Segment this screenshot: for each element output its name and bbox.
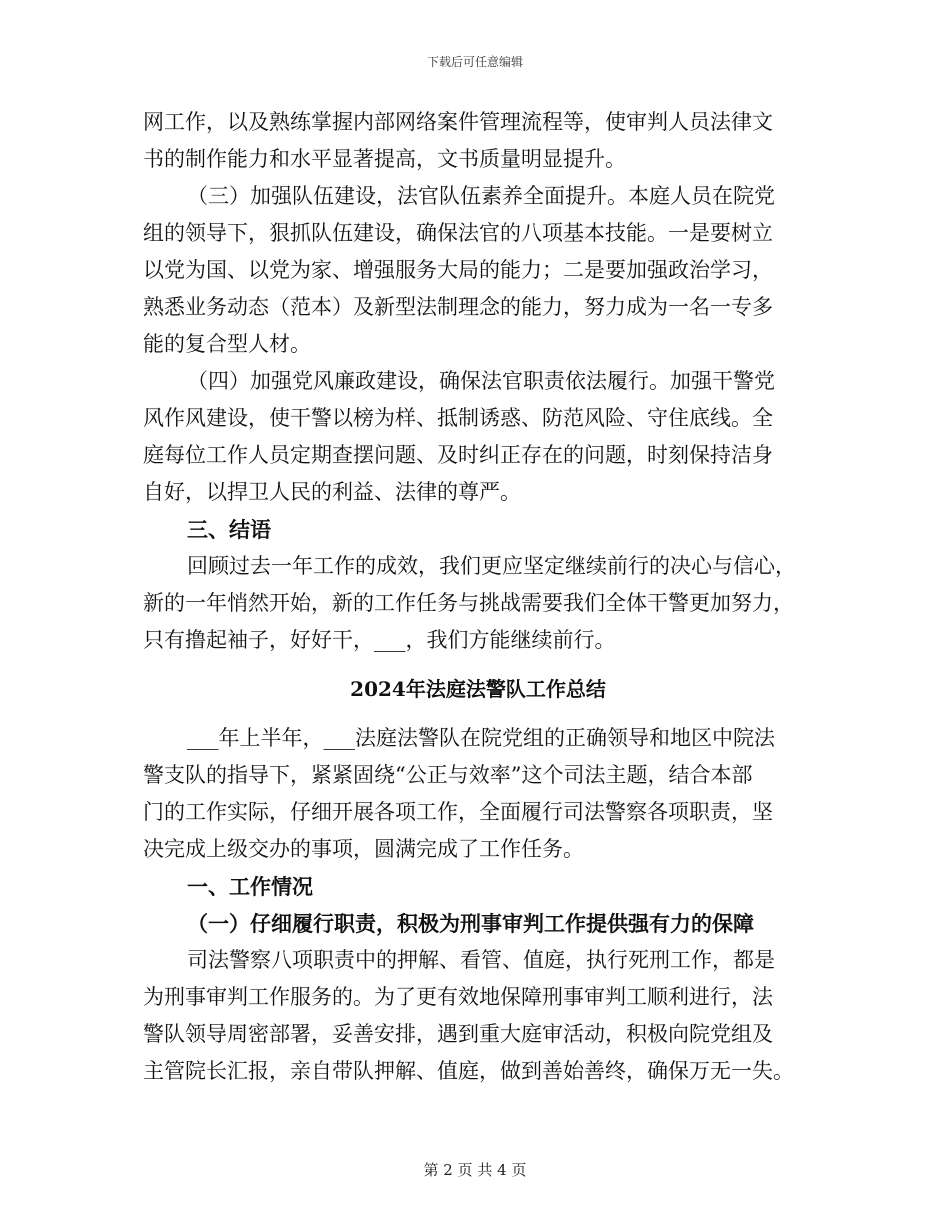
body-line: 熟悉业务动态（范本）及新型法制理念的能力，努力成为一名一专多 bbox=[143, 295, 773, 319]
section-heading: 一、工作情况 bbox=[187, 874, 313, 899]
document-body bbox=[143, 104, 813, 1090]
page-number: 第 2 页 共 4 页 bbox=[423, 1161, 527, 1179]
body-line: 书的制作能力和水平显著提高，文书质量明显提升。 bbox=[143, 147, 626, 171]
body-line: 庭每位工作人员定期查摆问题、及时纠正存在的问题，时刻保持洁身 bbox=[143, 443, 773, 467]
body-line: 网工作，以及熟练掌握内部网络案件管理流程等，使审判人员法律文 bbox=[143, 110, 773, 134]
body-line: （三）加强队伍建设，法官队伍素养全面提升。本庭人员在院党 bbox=[187, 184, 775, 208]
subsection-heading: （一）仔细履行职责，积极为刑事审判工作提供强有力的保障 bbox=[187, 911, 754, 936]
body-line: 能的复合型人材。 bbox=[143, 332, 311, 356]
body-line: 回顾过去一年工作的成效，我们更应坚定继续前行的决心与信心， bbox=[187, 554, 796, 578]
body-line: 警支队的指导下，紧紧固绕“公正与效率”这个司法主题，结合本部 bbox=[143, 763, 753, 787]
body-line: 只有撸起袖子，好好干，___，我们方能继续前行。 bbox=[143, 628, 616, 652]
body-line: 决完成上级交办的事项，圆满完成了工作任务。 bbox=[143, 837, 584, 861]
body-line: 以党为国、以党为家、增强服务大局的能力；二是要加强政治学习， bbox=[143, 258, 773, 282]
section-heading: 三、结语 bbox=[187, 517, 271, 542]
document-title: 2024年法庭法警队工作总结 bbox=[350, 677, 606, 701]
body-line: 司法警察八项职责中的押解、看管、值庭，执行死刑工作，都是 bbox=[187, 948, 775, 972]
body-line: 组的领导下，狠抓队伍建设，确保法官的八项基本技能。一是要树立 bbox=[143, 221, 773, 245]
body-line: 主管院长汇报，亲自带队押解、值庭，做到善始善终，确保万无一失。 bbox=[143, 1059, 794, 1083]
page-header-note: 下载后可任意编辑 bbox=[426, 55, 523, 69]
body-line: 风作风建设，使干警以榜为样、抵制诱惑、防范风险、守住底线。全 bbox=[143, 406, 773, 430]
body-line: ___年上半年，___法庭法警队在院党组的正确领导和地区中院法 bbox=[187, 726, 775, 750]
body-line: 新的一年悄然开始，新的工作任务与挑战需要我们全体干警更加努力， bbox=[143, 591, 794, 615]
body-line: 为刑事审判工作服务的。为了更有效地保障刑事审判工顺利进行，法 bbox=[143, 985, 773, 1009]
body-line: 警队领导周密部署，妥善安排，遇到重大庭审活动，积极向院党组及 bbox=[143, 1022, 773, 1046]
body-line: 自好，以捍卫人民的利益、法律的尊严。 bbox=[143, 480, 521, 504]
body-line: （四）加强党风廉政建设，确保法官职责依法履行。加强干警党 bbox=[187, 369, 775, 393]
body-line: 门的工作实际，仔细开展各项工作，全面履行司法警察各项职责，坚 bbox=[143, 800, 773, 824]
